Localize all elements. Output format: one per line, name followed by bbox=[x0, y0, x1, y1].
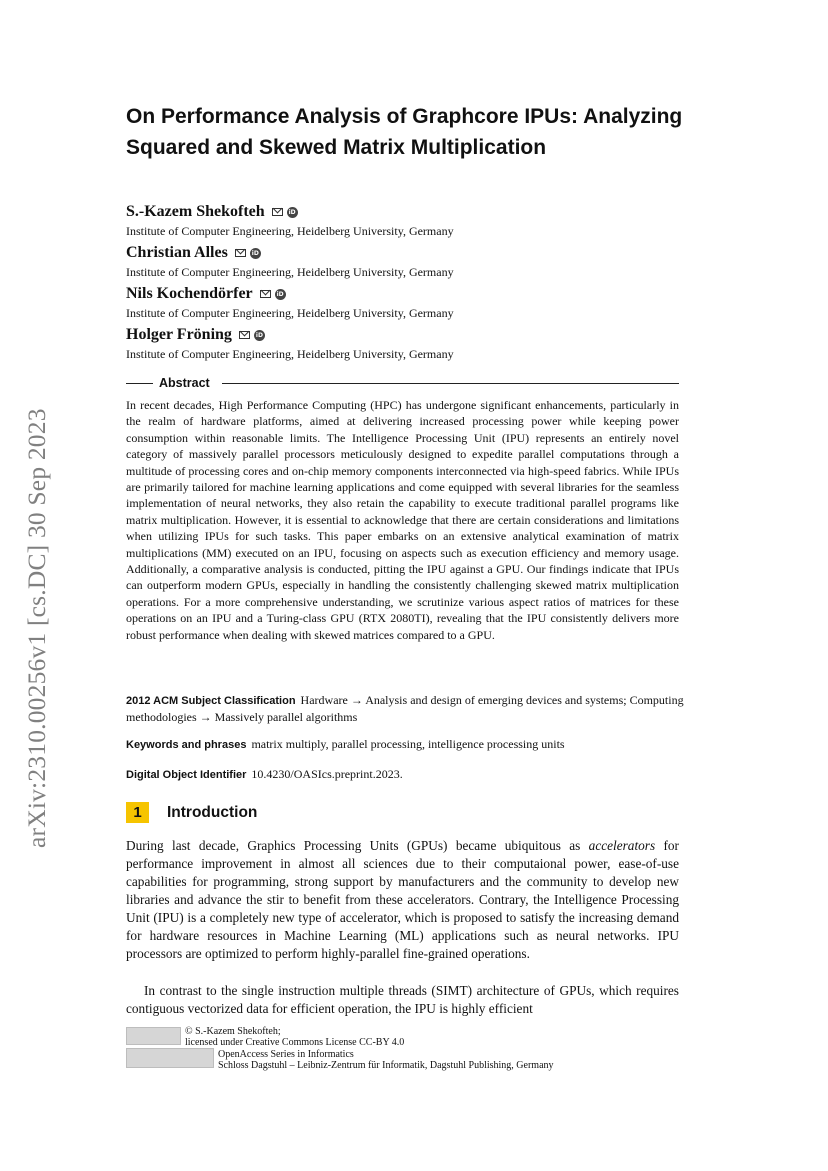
mail-icon[interactable] bbox=[260, 290, 271, 298]
intro-text: for performance improvement in almost all sciences due to their computaional power, ease-of-use capabilities for programming, strong support by manufacturers and the community to develop new libraries and advance the stir to benefit from these accelerators. Contrary, the Intelligence Processing Unit (IPU) is a completely new type of accelerator, which is proposed to satisfy the increasing demand for hardware resources in Machine Learning (ML) applications such as neural networks. IPU processors are optimized to perform highly-parallel fine-grained operations. bbox=[126, 838, 679, 961]
author-name: Holger Fröning bbox=[126, 326, 232, 343]
abstract-text: In recent decades, High Performance Computing (HPC) has undergone significant enhancements, particularly in the realm of hardware platforms, aimed at delivering increased processing power while keeping power consumption within reasonable limits. The Intelligence Processing Unit (IPU) represents an entirely novel category of massively parallel processors meticulously designed to expedite parallel computations through a multitude of processing cores and on-chip memory components interconnected via high-speed fabrics. While IPUs are primarily tailored for machine learning applications and come equipped with several libraries for the seamless implementation of neural networks, they also retain the capability to execute traditional parallel programs like matrix multiplication. However, it is essential to acknowledge that there are certain considerations and limitations when utilizing IPUs for such tasks. This paper embarks on an extensive analytical examination of matrix multiplications (MM) executed on an IPU, focusing on aspects such as execution efficiency and memory usage. Additionally, a comparative analysis is conducted, pitting the IPU against a GPU. Our findings indicate that IPUs can outperform modern GPUs, especially in handling the consistently challenging skewed matrix multiplication operations. For a more comprehensive understanding, we scrutinize various aspect ratios of matrices for these operations on an IPU and a Turing-class GPU (RTX 2080TI), revealing that the IPU consistently delivers more robust performance when dealing with skewed matrices compared to a GPU. bbox=[126, 398, 679, 642]
author-block bbox=[126, 284, 686, 321]
intro-paragraph bbox=[126, 837, 679, 963]
author-affiliation: Institute of Computer Engineering, Heidelberg University, Germany bbox=[126, 306, 454, 320]
section-number: 1 bbox=[126, 802, 149, 823]
orcid-icon[interactable]: iD bbox=[255, 331, 263, 339]
copyright-line: © S.-Kazem Shekofteh; bbox=[185, 1026, 281, 1037]
author-name-row bbox=[126, 202, 298, 222]
mail-icon[interactable] bbox=[272, 208, 283, 216]
doi bbox=[126, 766, 686, 783]
author-affiliation: Institute of Computer Engineering, Heidelberg University, Germany bbox=[126, 347, 454, 361]
acm-classification bbox=[126, 692, 686, 725]
author-block bbox=[126, 243, 686, 280]
cc-license-badge bbox=[126, 1027, 181, 1045]
orcid-icon[interactable]: iD bbox=[288, 208, 296, 216]
paper-title: On Performance Analysis of Graphcore IPUs: Analyzing Squared and Skewed Matrix Multiplication bbox=[126, 105, 683, 159]
author-name-row bbox=[126, 325, 265, 345]
arxiv-identifier-stamp: arXiv:2310.00256v1 [cs.DC] 30 Sep 2023 bbox=[22, 408, 51, 848]
keywords-text: matrix multiply, parallel processing, intelligence processing units bbox=[251, 737, 565, 751]
doi-label: Digital Object Identifier bbox=[126, 769, 247, 781]
doi-link[interactable]: 10.4230/OASIcs.preprint.2023. bbox=[251, 767, 403, 781]
author-name: S.-Kazem Shekofteh bbox=[126, 203, 265, 220]
abstract-heading: Abstract bbox=[159, 376, 210, 390]
author-name-row bbox=[126, 284, 286, 304]
abstract-heading-rule bbox=[126, 375, 679, 391]
acm-classification-label: 2012 ACM Subject Classification bbox=[126, 695, 296, 707]
rule-divider bbox=[126, 383, 153, 384]
author-name: Nils Kochendörfer bbox=[126, 285, 253, 302]
author-affiliation: Institute of Computer Engineering, Heidelberg University, Germany bbox=[126, 265, 454, 279]
keywords-label: Keywords and phrases bbox=[126, 739, 247, 751]
orcid-icon[interactable]: iD bbox=[276, 290, 284, 298]
intro-emphasis: accelerators bbox=[588, 838, 656, 853]
intro-text: During last decade, Graphics Processing Units (GPUs) became ubiquitous as bbox=[126, 838, 589, 853]
oasics-logo bbox=[126, 1048, 214, 1068]
acm-classification-text: Hardware → Analysis and design of emerging devices and systems; Computing methodologies → Massively parallel algorithms bbox=[126, 693, 684, 724]
mail-icon[interactable] bbox=[239, 331, 250, 339]
author-block bbox=[126, 325, 686, 362]
author-name: Christian Alles bbox=[126, 244, 228, 261]
orcid-icon[interactable]: iD bbox=[251, 249, 259, 257]
mail-icon[interactable] bbox=[235, 249, 246, 257]
section-title: Introduction bbox=[167, 803, 258, 821]
author-block bbox=[126, 202, 686, 239]
publisher-line: Schloss Dagstuhl – Leibniz-Zentrum für Informatik, Dagstuhl Publishing, Germany bbox=[218, 1060, 554, 1071]
author-affiliation: Institute of Computer Engineering, Heidelberg University, Germany bbox=[126, 224, 454, 238]
author-name-row bbox=[126, 243, 261, 263]
section-heading bbox=[126, 802, 257, 823]
license-line: licensed under Creative Commons License CC-BY 4.0 bbox=[185, 1037, 405, 1048]
series-line: OpenAccess Series in Informatics bbox=[218, 1049, 354, 1060]
intro-paragraph: In contrast to the single instruction multiple threads (SIMT) architecture of GPUs, which requires contiguous vectorized data for efficient operation, the IPU is highly efficient bbox=[126, 983, 679, 1016]
keywords bbox=[126, 736, 686, 753]
rule-divider bbox=[222, 383, 679, 384]
